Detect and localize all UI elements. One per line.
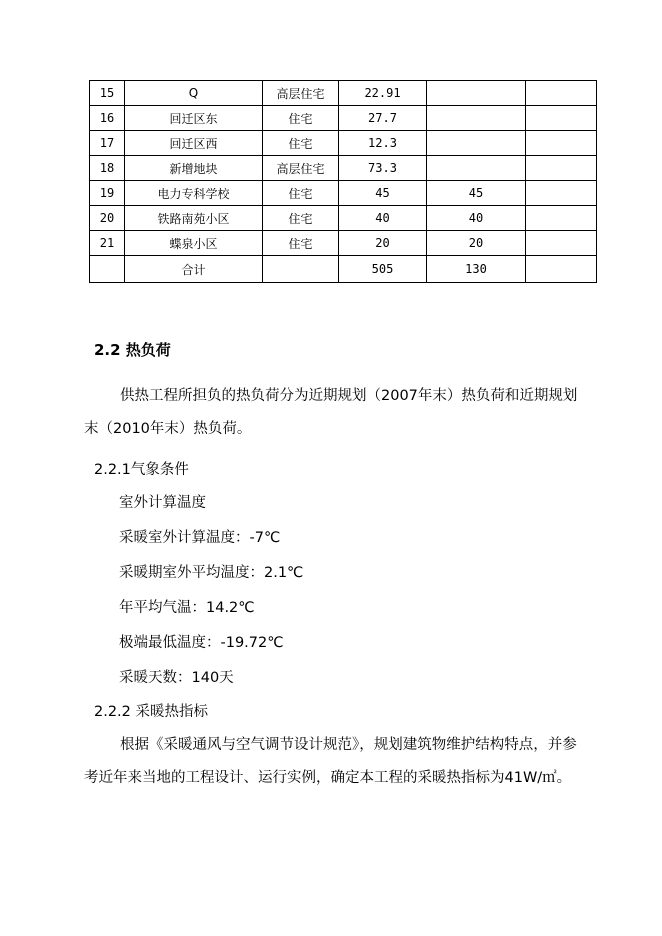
value-2: 40 xyxy=(427,206,526,231)
building-type: 住宅 xyxy=(263,106,339,131)
intro-paragraph xyxy=(84,380,584,446)
value-1: 40 xyxy=(339,206,427,231)
value-1: 12.3 xyxy=(339,131,427,156)
row-number: 19 xyxy=(90,181,125,206)
row-number: 16 xyxy=(90,106,125,131)
value-2 xyxy=(427,156,526,181)
intro-text: 供热工程所担负的热负荷分为近期规划（2007年末）热负荷和近期规划末（2010年末）热负荷。 xyxy=(84,388,578,437)
value-1: 73.3 xyxy=(339,156,427,181)
project-name: Q xyxy=(125,81,263,106)
value-1: 20 xyxy=(339,231,427,256)
value-2 xyxy=(427,131,526,156)
project-name: 新增地块 xyxy=(125,156,263,181)
total-empty-cell xyxy=(526,256,597,283)
value-1: 22.91 xyxy=(339,81,427,106)
table-body xyxy=(90,81,597,283)
weather-item: 采暖天数：140天 xyxy=(119,670,234,686)
weather-item: 采暖室外计算温度：-7℃ xyxy=(119,530,281,546)
table-row xyxy=(90,181,597,206)
value-3 xyxy=(526,206,597,231)
building-type: 住宅 xyxy=(263,131,339,156)
value-3 xyxy=(526,231,597,256)
weather-item: 年平均气温：14.2℃ xyxy=(119,600,255,616)
value-3 xyxy=(526,156,597,181)
total-value-2: 130 xyxy=(427,256,526,283)
total-label: 合计 xyxy=(125,256,263,283)
heating-index-paragraph xyxy=(84,729,584,795)
project-name: 铁路南苑小区 xyxy=(125,206,263,231)
table-row xyxy=(90,131,597,156)
weather-item: 室外计算温度 xyxy=(119,495,206,511)
project-name: 蝶泉小区 xyxy=(125,231,263,256)
building-type: 住宅 xyxy=(263,231,339,256)
project-name: 回迁区东 xyxy=(125,106,263,131)
weather-subheading: 2.2.1气象条件 xyxy=(94,462,189,478)
value-2 xyxy=(427,106,526,131)
row-number: 20 xyxy=(90,206,125,231)
value-3 xyxy=(526,81,597,106)
project-name: 电力专科学校 xyxy=(125,181,263,206)
weather-item: 极端最低温度：-19.72℃ xyxy=(119,635,284,651)
table-row xyxy=(90,206,597,231)
table-row xyxy=(90,156,597,181)
table-row xyxy=(90,231,597,256)
project-name: 回迁区西 xyxy=(125,131,263,156)
value-2 xyxy=(427,81,526,106)
heating-index-text: 根据《采暖通风与空气调节设计规范》，规划建筑物维护结构特点，并参考近年来当地的工程设计、运行实例，确定本工程的采暖热指标为41W/㎡。 xyxy=(84,737,577,786)
heat-load-table xyxy=(89,80,597,283)
table-row xyxy=(90,106,597,131)
row-number: 17 xyxy=(90,131,125,156)
section-heading: 2.2 热负荷 xyxy=(94,341,171,359)
total-row xyxy=(90,256,597,283)
row-number: 15 xyxy=(90,81,125,106)
heating-index-subheading: 2.2.2 采暖热指标 xyxy=(94,704,209,720)
building-type: 住宅 xyxy=(263,181,339,206)
value-2: 45 xyxy=(427,181,526,206)
row-number: 18 xyxy=(90,156,125,181)
value-3 xyxy=(526,106,597,131)
value-3 xyxy=(526,181,597,206)
row-number: 21 xyxy=(90,231,125,256)
table-row xyxy=(90,81,597,106)
building-type: 高层住宅 xyxy=(263,81,339,106)
total-empty-cell xyxy=(263,256,339,283)
total-empty-cell xyxy=(90,256,125,283)
value-1: 45 xyxy=(339,181,427,206)
building-type: 高层住宅 xyxy=(263,156,339,181)
value-1: 27.7 xyxy=(339,106,427,131)
weather-item: 采暖期室外平均温度：2.1℃ xyxy=(119,565,304,581)
total-value-1: 505 xyxy=(339,256,427,283)
value-2: 20 xyxy=(427,231,526,256)
building-type: 住宅 xyxy=(263,206,339,231)
value-3 xyxy=(526,131,597,156)
